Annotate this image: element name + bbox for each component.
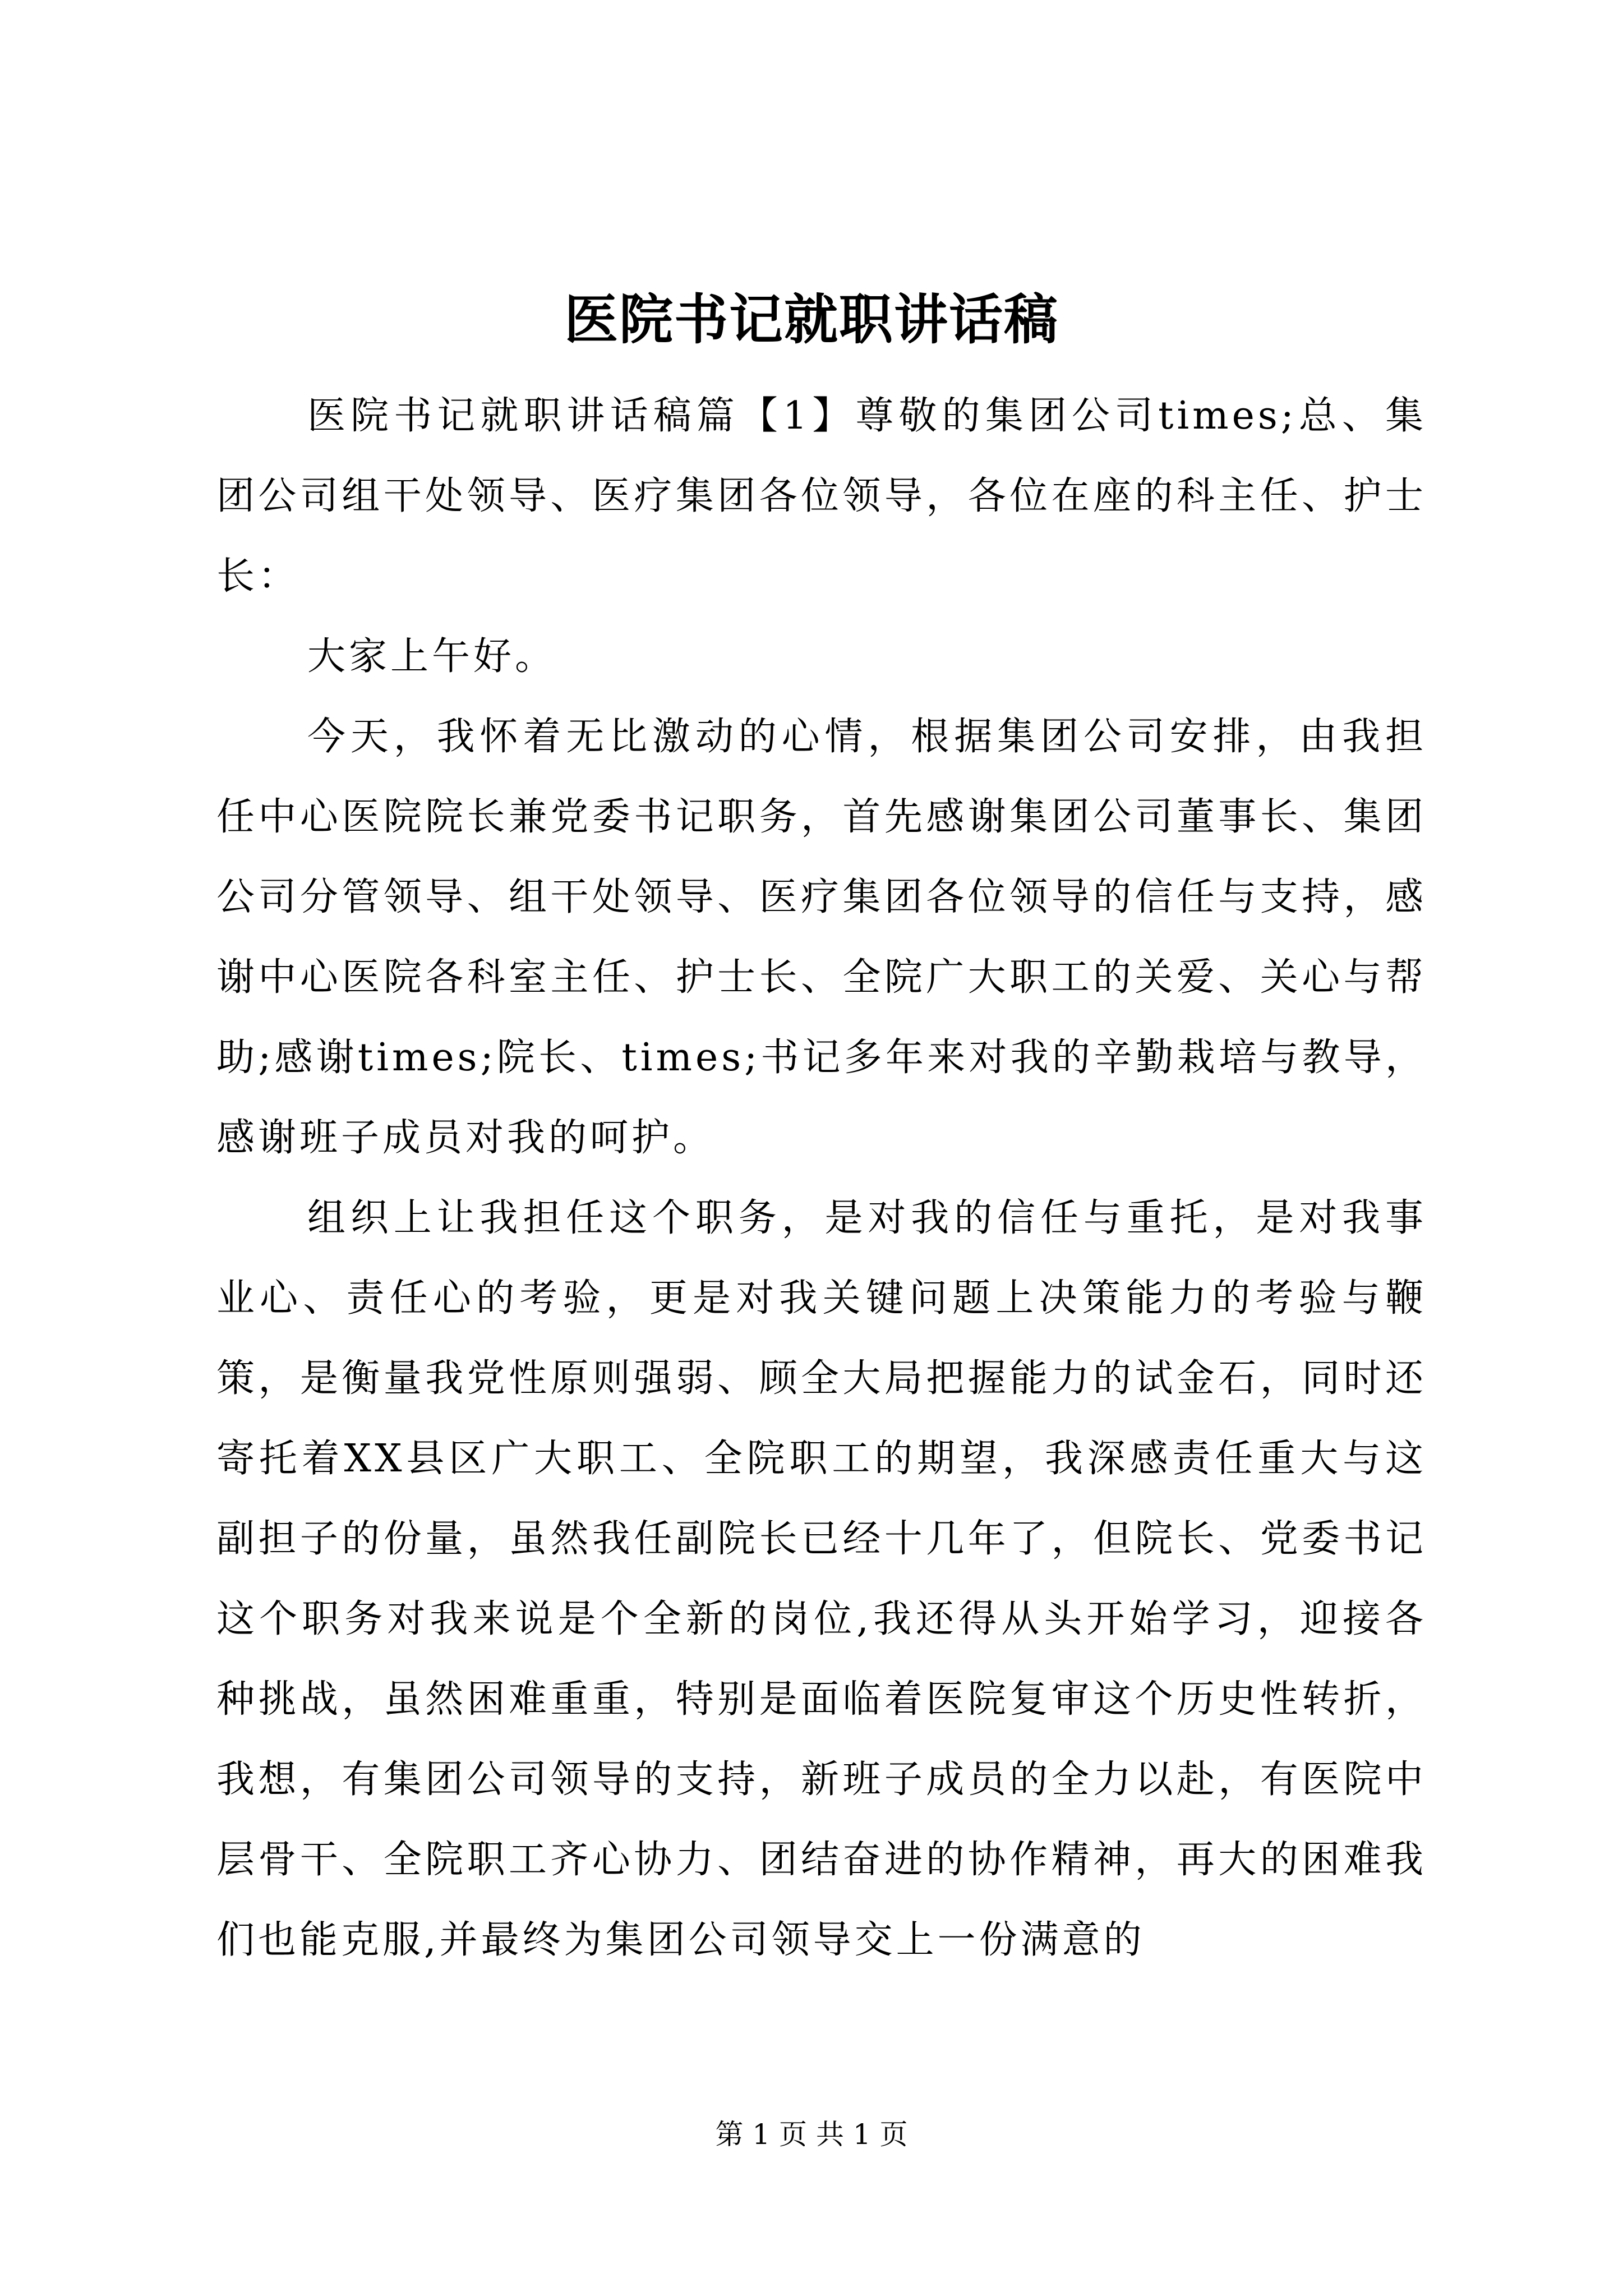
document-title: 医院书记就职讲话稿 xyxy=(564,288,1059,351)
page-number-footer: 第 1 页 共 1 页 xyxy=(715,2118,908,2151)
paragraph-salutation: 医院书记就职讲话稿篇【1】尊敬的集团公司times;总、集团公司组干处领导、医疗集团各位领导，各位在座的科主任、护士长： xyxy=(216,394,1427,599)
document-body xyxy=(216,376,1427,1980)
paragraph-greeting: 大家上午好。 xyxy=(307,634,557,679)
paragraph-responsibility: 组织上让我担任这个职务，是对我的信任与重托，是对我事业心、责任心的考验，更是对我关键问题上决策能力的考验与鞭策，是衡量我党性原则强弱、顾全大局把握能力的试金石，同时还寄托着XX县区广大职工、全院职工的期望，我深感责任重大与这副担子的份量，虽然我任副院长已经十几年了，但院长、党委书记这个职务对我来说是个全新的岗位,我还得从头开始学习，迎接各种挑战，虽然困难重重，特别是面临着医院复审这个历史性转折，我想，有集团公司领导的支持，新班子成员的全力以赴，有医院中层骨干、全院职工齐心协力、团结奋进的协作精神，再大的困难我们也能克服,并最终为集团公司领导交上一份满意的 xyxy=(216,1196,1427,1962)
paragraph-thanks: 今天，我怀着无比激动的心情，根据集团公司安排，由我担任中心医院院长兼党委书记职务，首先感谢集团公司董事长、集团公司分管领导、组干处领导、医疗集团各位领导的信任与支持，感谢中心医院各科室主任、护士长、全院广大职工的关爱、关心与帮助;感谢times;院长、times;书记多年来对我的辛勤栽培与教导，感谢班子成员对我的呵护。 xyxy=(216,715,1427,1160)
